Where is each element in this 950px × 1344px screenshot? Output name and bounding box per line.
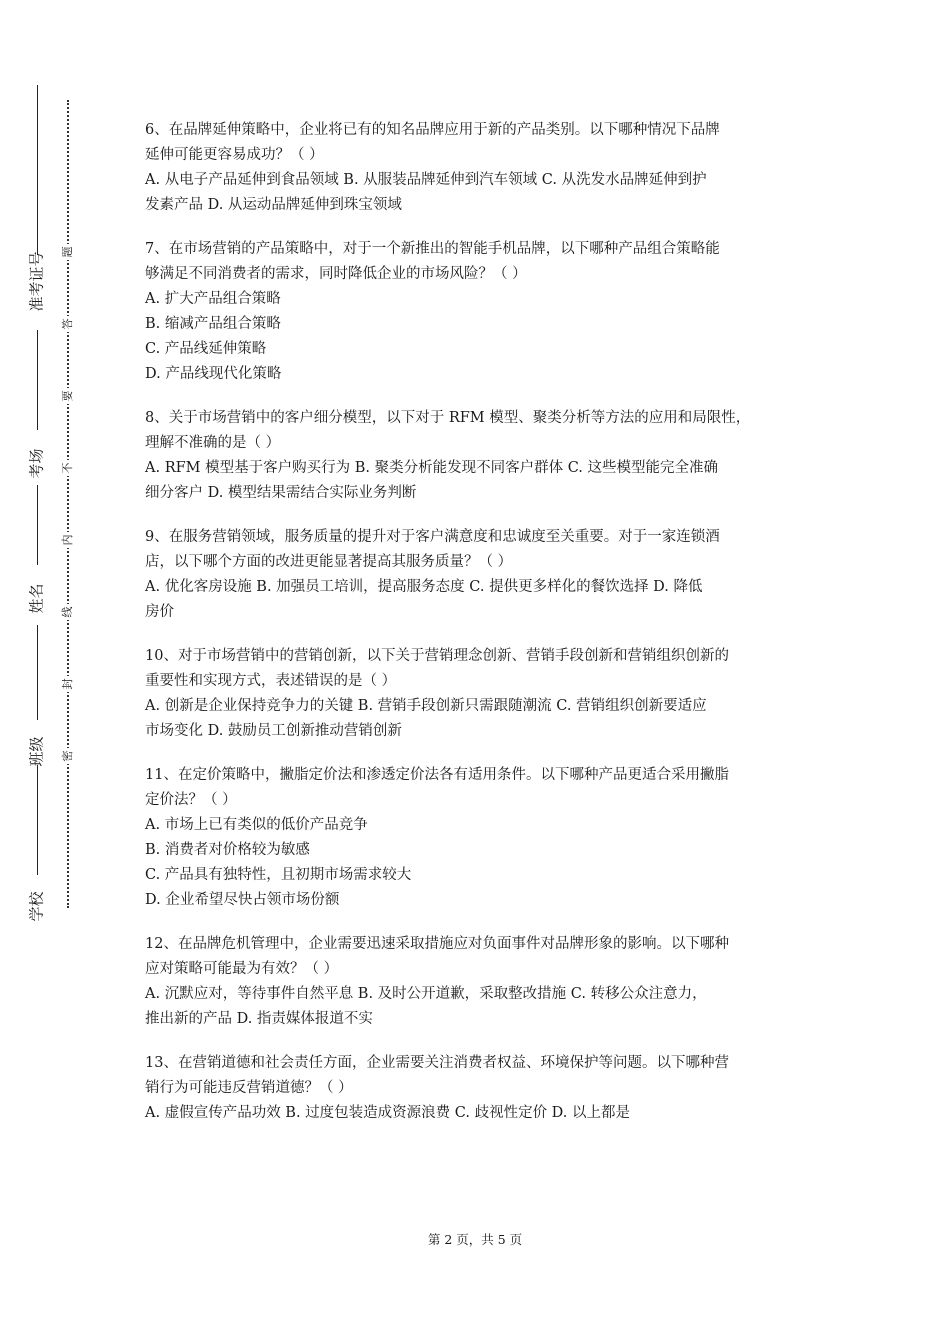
seal-char-feng: 封 <box>60 676 76 692</box>
seal-char-da: 答 <box>60 316 76 332</box>
question-8-stem-line-2: 理解不准确的是（ ） <box>145 435 281 451</box>
question-8 <box>145 406 815 506</box>
question-11-option-c: C. 产品具有独特性，且初期市场需求较大 <box>145 867 412 883</box>
question-8-stem-line-1: 8、关于市场营销中的客户细分模型，以下对于 RFM 模型、聚类分析等方法的应用和局限性， <box>145 410 751 426</box>
question-11-option-d: D. 企业希望尽快占领市场份额 <box>145 892 340 908</box>
exam-id-label: 准考证号 <box>27 251 46 312</box>
question-7-stem-line-2: 够满足不同消费者的需求，同时降低企业的市场风险？（ ） <box>145 266 527 282</box>
question-12-options-line-2: 推出新的产品 D. 指责媒体报道不实 <box>145 1011 373 1027</box>
question-7-option-c: C. 产品线延伸策略 <box>145 341 267 357</box>
question-7-option-d: D. 产品线现代化策略 <box>145 366 282 382</box>
exam-room-label: 考场 <box>27 448 46 479</box>
question-7-option-a: A. 扩大产品组合策略 <box>145 291 281 307</box>
question-12-stem-line-2: 应对策略可能最为有效？（ ） <box>145 961 339 977</box>
seal-char-bu: 不 <box>60 460 76 476</box>
question-6-options-line-1: A. 从电子产品延伸到食品领域 B. 从服装品牌延伸到汽车领域 C. 从洗发水品牌延伸到护 <box>145 172 707 188</box>
question-12 <box>145 932 815 1032</box>
question-13 <box>145 1051 815 1126</box>
name-line[interactable] <box>37 485 38 565</box>
name-label: 姓名 <box>27 583 46 614</box>
question-7 <box>145 237 815 387</box>
exam-id-line[interactable] <box>37 85 38 255</box>
question-13-stem-line-1: 13、在营销道德和社会责任方面，企业需要关注消费者权益、环境保护等问题。以下哪种营 <box>145 1055 729 1071</box>
seal-dotted-line <box>67 100 69 908</box>
question-8-options-line-2: 细分客户 D. 模型结果需结合实际业务判断 <box>145 485 417 501</box>
question-6-stem-line-1: 6、在品牌延伸策略中，企业将已有的知名品牌应用于新的产品类别。以下哪种情况下品牌 <box>145 122 720 138</box>
question-6 <box>145 118 815 218</box>
seal-char-xian: 线 <box>60 604 76 620</box>
seal-char-ti: 题 <box>60 244 76 260</box>
question-6-options-line-2: 发素产品 D. 从运动品牌延伸到珠宝领域 <box>145 197 402 213</box>
question-13-stem-line-2: 销行为可能违反营销道德？（ ） <box>145 1080 353 1096</box>
seal-char-yao: 要 <box>60 388 76 404</box>
question-9-stem-line-1: 9、在服务营销领域，服务质量的提升对于客户满意度和忠诚度至关重要。对于一家连锁酒 <box>145 529 720 545</box>
question-11 <box>145 763 815 913</box>
school-label: 学校 <box>27 891 46 922</box>
question-11-option-a: A. 市场上已有类似的低价产品竞争 <box>145 817 368 833</box>
question-9 <box>145 525 815 625</box>
question-11-stem-line-2: 定价法？（ ） <box>145 792 237 808</box>
class-line[interactable] <box>37 625 38 720</box>
question-10 <box>145 644 815 744</box>
seal-char-mi: 密 <box>60 748 76 764</box>
seal-char-nei: 内 <box>60 532 76 548</box>
question-8-options-line-1: A. RFM 模型基于客户购买行为 B. 聚类分析能发现不同客户群体 C. 这些模型能完全准确 <box>145 460 719 476</box>
question-7-stem-line-1: 7、在市场营销的产品策略中，对于一个新推出的智能手机品牌，以下哪种产品组合策略能 <box>145 241 720 257</box>
question-12-options-line-1: A. 沉默应对，等待事件自然平息 B. 及时公开道歉，采取整改措施 C. 转移公众注意力， <box>145 986 707 1002</box>
question-9-stem-line-2: 店，以下哪个方面的改进更能显著提高其服务质量？（ ） <box>145 554 513 570</box>
school-line[interactable] <box>37 765 38 875</box>
question-12-stem-line-1: 12、在品牌危机管理中，企业需要迅速采取措施应对负面事件对品牌形象的影响。以下哪种 <box>145 936 729 952</box>
question-9-options-line-1: A. 优化客房设施 B. 加强员工培训，提高服务态度 C. 提供更多样化的餐饮选择 D. 降低 <box>145 579 703 595</box>
class-label: 班级 <box>27 736 46 767</box>
question-10-options-line-1: A. 创新是企业保持竞争力的关键 B. 营销手段创新只需跟随潮流 C. 营销组织创新要适应 <box>145 698 707 714</box>
question-11-option-b: B. 消费者对价格较为敏感 <box>145 842 310 858</box>
question-list <box>145 118 815 1145</box>
page-number: 第 2 页，共 5 页 <box>427 1232 523 1247</box>
question-10-stem-line-2: 重要性和实现方式，表述错误的是（ ） <box>145 673 397 689</box>
question-11-stem-line-1: 11、在定价策略中，撇脂定价法和渗透定价法各有适用条件。以下哪种产品更适合采用撇脂 <box>145 767 729 783</box>
question-10-stem-line-1: 10、对于市场营销中的营销创新，以下关于营销理念创新、营销手段创新和营销组织创新的 <box>145 648 729 664</box>
question-10-options-line-2: 市场变化 D. 鼓励员工创新推动营销创新 <box>145 723 402 739</box>
exam-room-line[interactable] <box>37 330 38 430</box>
question-13-options-line-1: A. 虚假宣传产品功效 B. 过度包装造成资源浪费 C. 歧视性定价 D. 以上都是 <box>145 1105 631 1121</box>
binding-margin <box>0 0 100 1344</box>
question-9-options-line-2: 房价 <box>145 604 174 620</box>
question-6-stem-line-2: 延伸可能更容易成功？（ ） <box>145 147 324 163</box>
question-7-option-b: B. 缩减产品组合策略 <box>145 316 281 332</box>
